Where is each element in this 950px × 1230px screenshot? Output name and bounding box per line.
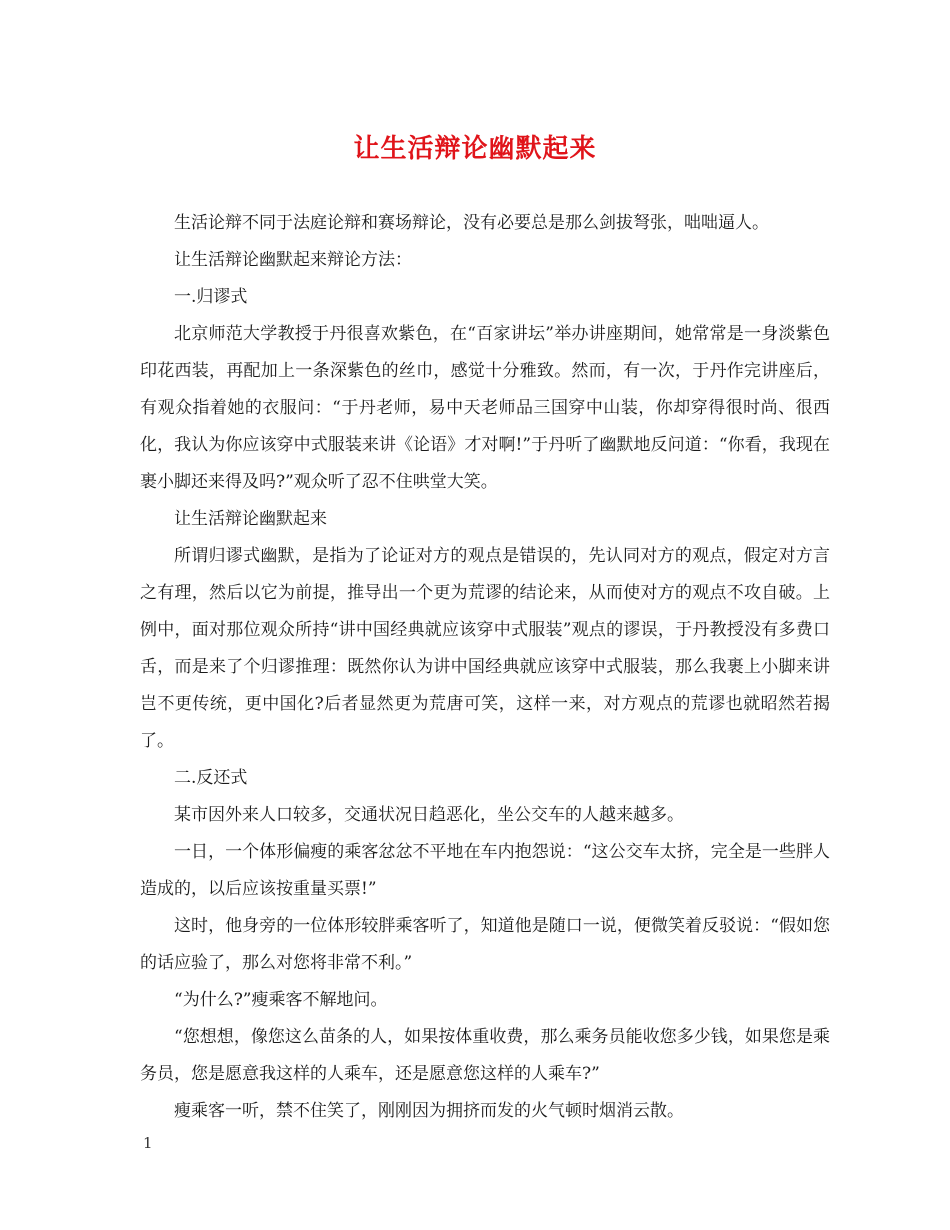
- paragraph: 生活论辩不同于法庭论辩和赛场辩论，没有必要总是那么剑拔弩张，咄咄逼人。: [174, 213, 769, 233]
- paragraph: 这时，他身旁的一位体形较胖乘客听了，知道他是随口一说，便微笑着反驳说：“假如您的话应验了，那么对您将非常不利。”: [140, 916, 830, 973]
- paragraph: 北京师范大学教授于丹很喜欢紫色，在“百家讲坛”举办讲座期间，她常常是一身淡紫色印花西装，再配加上一条深紫色的丝巾，感觉十分雅致。然而，有一次，于丹作完讲座后，有观众指着她的衣服问：“于丹老师，易中天老师品三国穿中山装，你却穿得很时尚、很西化，我认为你应该穿中式服装来讲《论语》才对啊!”于丹听了幽默地反问道：“你看，我现在裹小脚还来得及吗?”观众听了忍不住哄堂大笑。: [140, 324, 830, 492]
- section-heading: 二.反还式: [174, 768, 248, 788]
- page-number: 1: [143, 1134, 153, 1152]
- document-title: 让生活辩论幽默起来: [353, 134, 597, 164]
- paragraph: 瘦乘客一听，禁不住笑了，刚刚因为拥挤而发的火气顿时烟消云散。: [174, 1101, 684, 1121]
- paragraph: 某市因外来人口较多，交通状况日趋恶化，坐公交车的人越来越多。: [174, 805, 684, 825]
- paragraph: 一日，一个体形偏瘦的乘客忿忿不平地在车内抱怨说：“这公交车太挤，完全是一些胖人造成的，以后应该按重量买票!”: [140, 842, 830, 899]
- paragraph: 让生活辩论幽默起来: [174, 509, 327, 529]
- paragraph: 所谓归谬式幽默，是指为了论证对方的观点是错误的，先认同对方的观点，假定对方言之有理，然后以它为前提，推导出一个更为荒谬的结论来，从而使对方的观点不攻自破。上例中，面对那位观众所持“讲中国经典就应该穿中式服装”观点的谬误，于丹教授没有多费口舌，而是来了个归谬推理：既然你认为讲中国经典就应该穿中式服装，那么我裹上小脚来讲岂不更传统，更中国化?后者显然更为荒唐可笑，这样一来，对方观点的荒谬也就昭然若揭了。: [140, 546, 830, 751]
- paragraph: “为什么?”瘦乘客不解地问。: [174, 990, 388, 1010]
- paragraph: “您想想，像您这么苗条的人，如果按体重收费，那么乘务员能收您多少钱，如果您是乘务员，您是愿意我这样的人乘车，还是愿意您这样的人乘车?”: [140, 1027, 830, 1084]
- document-body: [140, 205, 830, 1130]
- paragraph: 让生活辩论幽默起来辩论方法：: [174, 250, 412, 270]
- section-heading: 一.归谬式: [174, 287, 248, 307]
